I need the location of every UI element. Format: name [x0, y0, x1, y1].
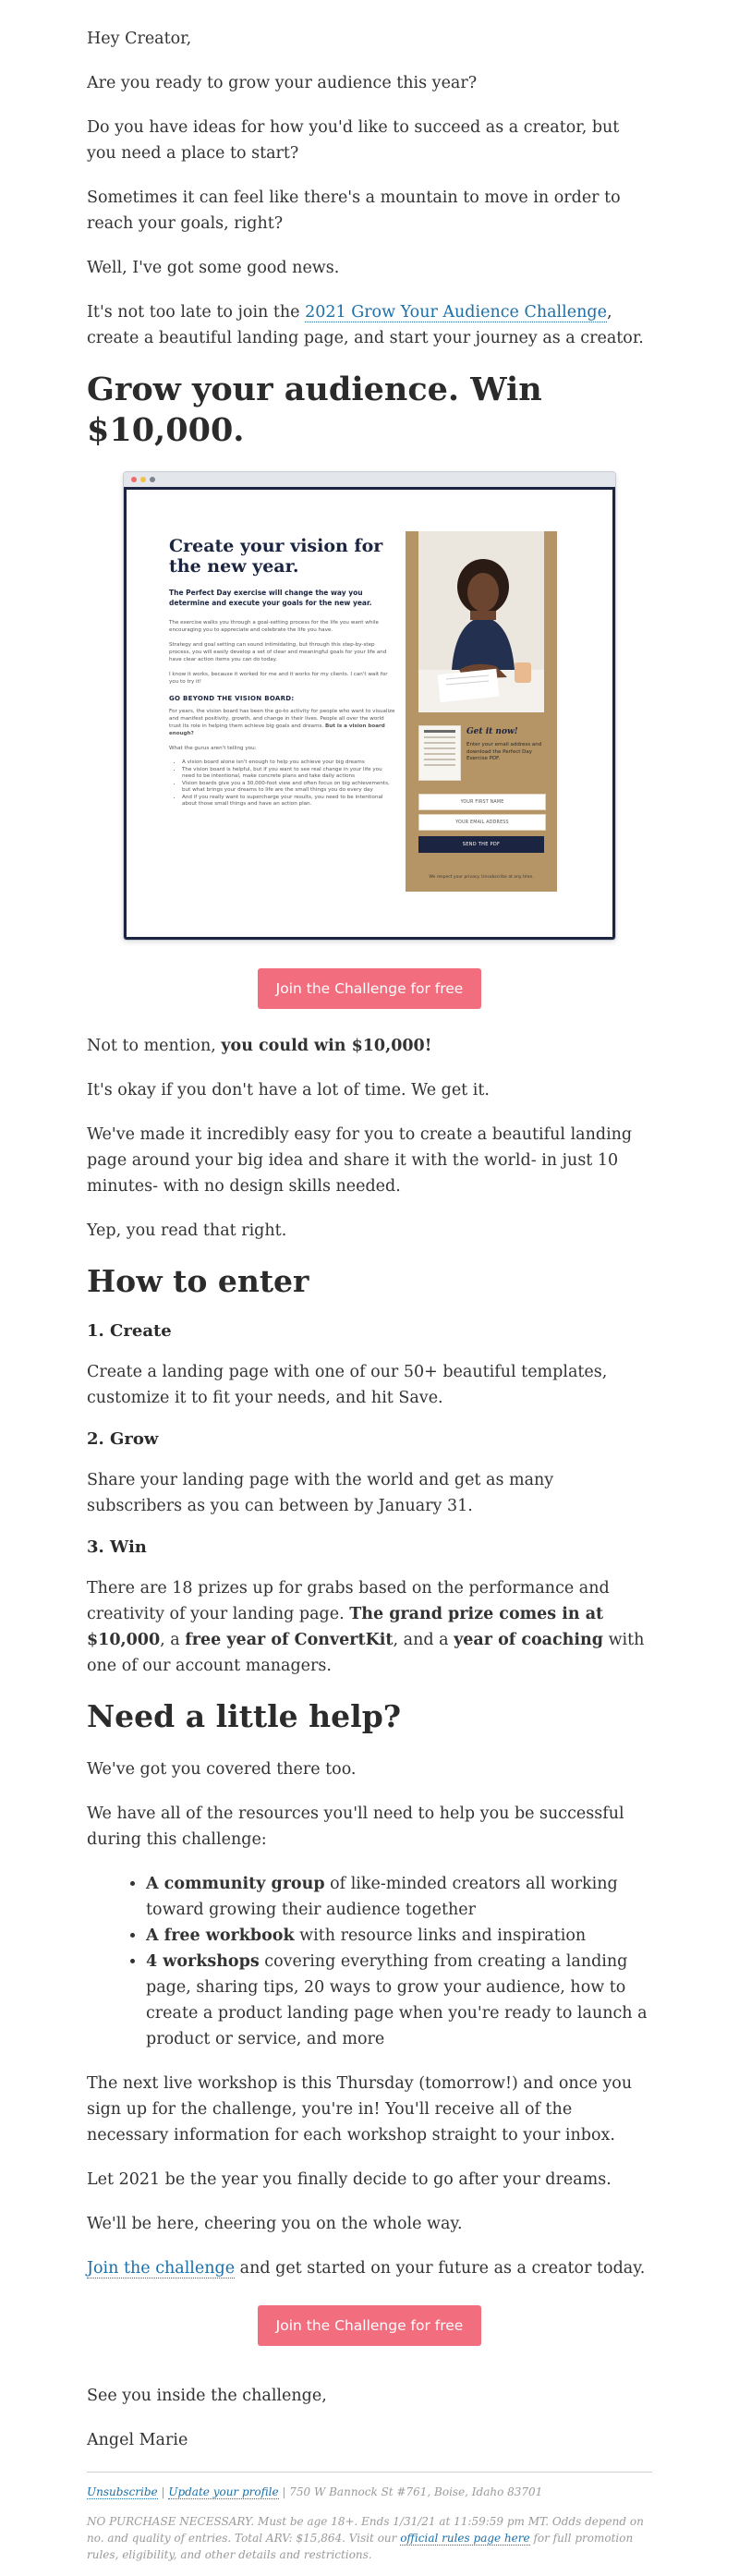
minimize-dot-icon: [140, 477, 146, 482]
help-paragraph-6-text: and get started on your future as a creator today.: [235, 2259, 646, 2278]
win-paragraph: [87, 1033, 652, 1059]
headline: Grow your audience. Win $10,000.: [87, 371, 542, 449]
intro-paragraph-1: Are you ready to grow your audience this year?: [87, 74, 478, 92]
lp-subtitle: The Perfect Day exercise will change the way you determine and execute your goals for the new year.: [169, 589, 372, 607]
pdf-line: [424, 736, 455, 738]
list-item: [146, 1949, 652, 2052]
lp-body-4-bold: But is a vision board enough?: [169, 723, 385, 736]
intro-text-after: , create a beautiful landing page, and start your journey as a creator.: [87, 303, 644, 347]
pdf-thumbnail: [418, 725, 461, 781]
update-profile-link[interactable]: Update your profile: [168, 2485, 279, 2498]
lp-form-panel: [406, 531, 557, 892]
footer-legal: [87, 2513, 652, 2563]
lp-body-4: [169, 708, 396, 737]
footer-sep: |: [278, 2485, 290, 2498]
intro-paragraph-5: [87, 299, 652, 351]
lp-list-item: • The vision board is helpful, but if you want to see real change in your life you need to be intentional, make concrete plans and take daily actions: [182, 767, 396, 781]
first-name-field: YOUR FIRST NAME: [418, 794, 546, 810]
step-3-e: , and a: [393, 1631, 454, 1649]
resource-bold: A free workbook: [146, 1926, 295, 1945]
resources-list: [87, 1871, 652, 2052]
form-text: Enter your email address and download the Perfect Day Exercise PDF.: [466, 742, 542, 761]
pdf-line: [424, 753, 455, 755]
join-challenge-link[interactable]: Join the challenge: [87, 2259, 236, 2278]
resource-text: with resource links and inspiration: [294, 1926, 587, 1945]
footer-divider: [87, 2472, 652, 2473]
greeting: Hey Creator,: [87, 30, 192, 48]
official-rules-link[interactable]: official rules page here: [400, 2532, 530, 2545]
pdf-line: [424, 747, 455, 749]
legal-text-after: for full promotion rules, eligibility, and other details and restrictions.: [87, 2532, 634, 2561]
step-3-b: The grand prize comes in at $10,000: [87, 1605, 604, 1649]
step-2-text: Share your landing page with the world and get as many subscribers as you can between by January 31.: [87, 1471, 554, 1515]
cta-row-top: [87, 968, 652, 1009]
join-challenge-button-bottom[interactable]: Join the Challenge for free: [258, 2305, 482, 2346]
footer-sep: |: [157, 2485, 169, 2498]
cta-row-bottom: [87, 2305, 652, 2346]
legal-text: NO PURCHASE NECESSARY. Must be age 18+. Ends 1/31/21 at 11:59:59 pm MT. Odds depend on no. and quality of entries. Total ARV: $15,864. Visit our: [87, 2515, 644, 2545]
resource-bold: A community group: [146, 1875, 325, 1893]
lp-body-2: Strategy and goal setting can sound intimidating, but through this step-by-step process, you will easily develop a set of clear and meaningful goals for your life and have clear action items you can do today.: [169, 642, 387, 662]
maximize-dot-icon: [150, 477, 155, 482]
middle-paragraph-2: It's okay if you don't have a lot of time. We get it.: [87, 1081, 490, 1100]
send-pdf-button: SEND THE PDF: [418, 836, 544, 853]
step-3-c: , a: [160, 1631, 186, 1649]
landing-page-frame: [124, 487, 615, 940]
step-3-g: with one of our account managers.: [87, 1631, 645, 1675]
step-3-title: 3. Win: [87, 1537, 147, 1557]
help-paragraph-4: Let 2021 be the year you finally decide to go after your dreams.: [87, 2170, 612, 2189]
help-paragraph-2: We have all of the resources you'll need to help you be successful during this challenge:: [87, 1804, 624, 1849]
browser-bar: [124, 472, 615, 487]
woman-writing-illustration: [418, 531, 544, 712]
step-1-title: 1. Create: [87, 1321, 172, 1341]
help-paragraph-5: We'll be here, cheering you on the whole way.: [87, 2215, 463, 2233]
win-bold: you could win $10,000!: [221, 1037, 432, 1055]
pdf-line: [424, 764, 455, 766]
list-item: [146, 1923, 652, 1949]
step-3-f: year of coaching: [454, 1631, 604, 1649]
signoff-name: Angel Marie: [87, 2431, 188, 2449]
footer-address: 750 W Bannock St #761, Boise, Idaho 83701: [289, 2485, 543, 2498]
landing-page-screenshot: [123, 471, 616, 941]
privacy-note: We respect your privacy. Unsubscribe at any time.: [429, 875, 534, 880]
intro-paragraph-2: Do you have ideas for how you'd like to succeed as a creator, but you need a place to start?: [87, 118, 620, 163]
middle-paragraph-4: Yep, you read that right.: [87, 1221, 287, 1240]
list-item: [146, 1871, 652, 1923]
how-to-enter-heading: How to enter: [87, 1263, 309, 1299]
resource-text: covering everything from creating a landing page, sharing tips, 20 ways to grow your audience, how to create a product landing page when you're ready to launch a product or service, and more: [146, 1952, 648, 2048]
challenge-link[interactable]: 2021 Grow Your Audience Challenge: [305, 303, 607, 322]
help-heading: Need a little help?: [87, 1698, 402, 1734]
close-dot-icon: [131, 477, 137, 482]
lp-body-1: The exercise walks you through a goal-setting process for the life you want while encouraging you to appreciate and celebrate the life you have.: [169, 620, 379, 633]
creator-photo: [418, 531, 544, 712]
pdf-line: [424, 730, 455, 733]
email-field: YOUR EMAIL ADDRESS: [418, 814, 546, 831]
step-3-d: free year of ConvertKit: [185, 1631, 394, 1649]
lp-body-5: What the gurus aren't telling you:: [169, 746, 257, 751]
lp-body-4-text: For years, the vision board has been the go-to activity for people who want to visualize and manifest positivity, growth, and change in their lives. People all over the world trust its role in helping them achieve big goals and dreams.: [169, 709, 395, 729]
intro-paragraph-4: Well, I've got some good news.: [87, 259, 340, 277]
pdf-line: [424, 759, 455, 760]
step-2-title: 2. Grow: [87, 1429, 159, 1449]
step-1-text: Create a landing page with one of our 50+ beautiful templates, customize it to fit your needs, and hit Save.: [87, 1363, 608, 1407]
pdf-line: [424, 742, 455, 744]
intro-paragraph-3: Sometimes it can feel like there's a mountain to move in order to reach your goals, right?: [87, 188, 621, 233]
email-body: [87, 0, 652, 2563]
resource-bold: 4 workshops: [146, 1952, 260, 1971]
lp-list-item: • Vision boards give you a 30,000-foot view and often focus on big achievements, but what brings your dreams to life are the small things you do every day: [182, 781, 396, 795]
lp-list-item: • A vision board alone isn't enough to help you achieve your big dreams: [182, 759, 396, 767]
intro-text: It's not too late to join the: [87, 303, 306, 322]
lp-body-3: I know it works, because it worked for me and it works for my clients. I can't wait for you to try it!: [169, 672, 388, 685]
footer-links: [87, 2484, 652, 2500]
step-3-text: [87, 1575, 652, 1679]
resource-text: of like-minded creators all working toward growing their audience together: [146, 1875, 618, 1919]
lp-list: [169, 759, 396, 808]
signoff-line: See you inside the challenge,: [87, 2387, 327, 2405]
lp-list-item: • And if you really want to supercharge your results, you need to be intentional about those small things and have an action plan.: [182, 795, 396, 808]
help-paragraph-6: [87, 2255, 652, 2281]
middle-paragraph-3: We've made it incredibly easy for you to create a beautiful landing page around your big idea and share it with the world- in just 10 minutes- with no design skills needed.: [87, 1125, 633, 1196]
step-3-a: There are 18 prizes up for grabs based on the performance and creativity of your landing page.: [87, 1579, 610, 1623]
lp-title: Create your vision for the new year.: [169, 536, 383, 577]
help-paragraph-3: The next live workshop is this Thursday (tomorrow!) and once you sign up for the challenge, you're in! You'll receive all of the necessary information for each workshop straight to your inbox.: [87, 2074, 633, 2145]
landing-page-copy: [169, 536, 396, 808]
unsubscribe-link[interactable]: Unsubscribe: [87, 2485, 158, 2498]
lp-section-heading: GO BEYOND THE VISION BOARD:: [169, 695, 295, 702]
join-challenge-button[interactable]: Join the Challenge for free: [258, 968, 482, 1009]
win-text: Not to mention,: [87, 1037, 222, 1055]
help-paragraph-1: We've got you covered there too.: [87, 1760, 357, 1779]
form-title: Get it now!: [466, 727, 518, 736]
